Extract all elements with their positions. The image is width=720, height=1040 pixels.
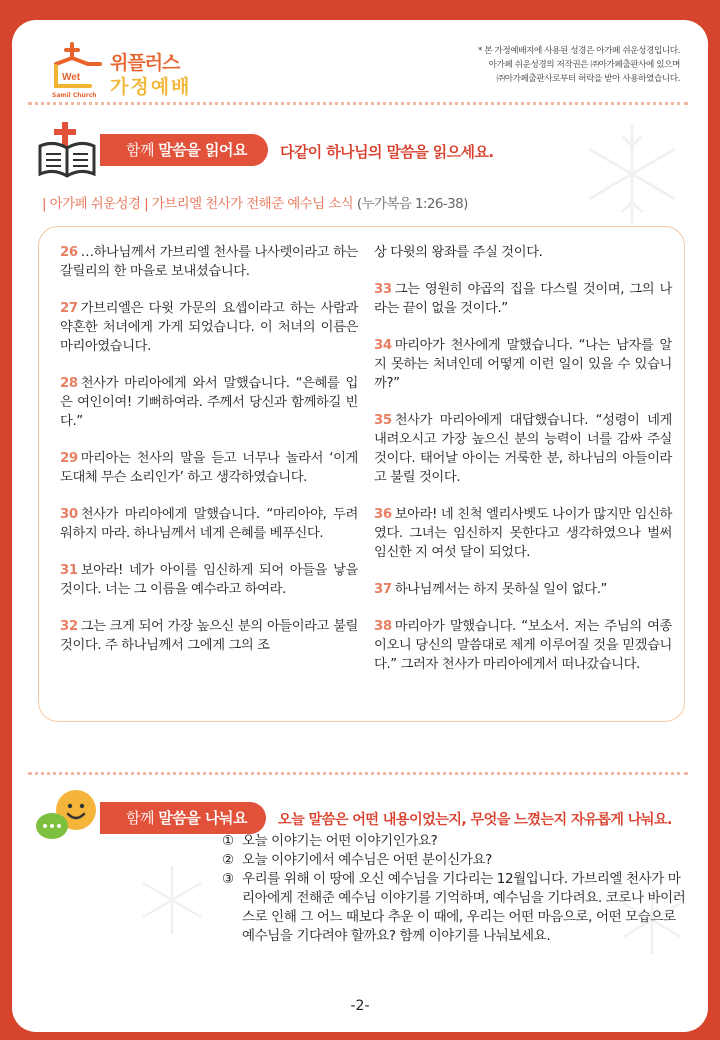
verse-number: 38 [374,619,392,634]
section-share-pill [100,802,266,834]
verse-text: 하나님께서는 하지 못하실 일이 없다.” [394,582,608,597]
question-item [222,870,692,946]
question-text: 우리를 위해 이 땅에 오신 예수님을 기다리는 12월입니다. 가브리엘 천사가 마리아에게 전해준 예수님 이야기를 기억하며, 예수님을 기다려요. 코로나 바이러스로 인해 그 어느 때보다 추운 이 때에, 우리는 어떤 마음으로, 어떤 모습으로 예수님을 기다려야 할까요? 함께 이야기를 나눠보세요. [242,871,686,944]
verse [60,374,358,431]
notice-line: * 본 가정예배지에 사용된 성경은 아가페 쉬운성경입니다. [478,46,680,56]
verse-text: 마리아가 천사에게 말했습니다. “나는 남자를 알지 못하는 처녀인데 어떻게 이런 일이 있을 수 있습니까?” [374,338,672,391]
page-number: -2- [350,998,370,1014]
verse-text: 마리아는 천사의 말을 듣고 너무나 놀라서 ‘이게 도대체 무슨 소리인가’ 하고 생각하였습니다. [60,451,358,485]
verse-text: …하나님께서 가브리엘 천사를 나사렛이라고 하는 갈릴리의 한 마을로 보내셨습니다. [60,245,358,279]
verse-text: 천사가 마리아에게 와서 말했습니다. “은혜를 입은 여인이여! 기뻐하여라. 주께서 당신과 함께하길 빈다.” [60,376,358,429]
verse-number: 33 [374,282,392,297]
verse [374,617,672,674]
question-number: ③ [222,871,234,887]
verse-text: 그는 영원히 야곱의 집을 다스릴 것이며, 그의 나라는 끝이 없을 것이다.” [374,282,672,316]
verse-text: 가브리엘은 다윗 가문의 요셉이라고 하는 사람과 약혼한 처녀에게 가게 되었습니다. 이 처녀의 이름은 마리아였습니다. [60,301,358,354]
reference-passage: (누가복음 1:26-38) [356,196,468,212]
scripture-box [38,226,685,722]
verse-number: 29 [60,451,78,466]
pill-prefix: 함께 [126,141,154,159]
question-text: 오늘 이야기에서 예수님은 어떤 분이신가요? [242,852,492,868]
verse-text: 천사가 마리아에게 대답했습니다. “성령이 네게 내려오시고 가장 높으신 분의 능력이 너를 감싸 주실 것이다. 태어날 아이는 거룩한 분, 하나님의 아들이라고 불릴 것이다. [374,413,672,485]
verse-number: 37 [374,582,392,597]
section-read-pill [100,134,268,166]
verse-number: 36 [374,507,392,522]
pill-prefix: 함께 [126,809,154,827]
bible-icon [36,120,100,180]
verse-number: 30 [60,507,78,522]
verse [374,411,672,487]
verse-number: 27 [60,301,78,316]
question-item [222,832,692,851]
logo-title: 위플러스 [110,52,180,74]
notice-line: 아가페 쉬운성경의 저작권은 ㈜아가페출판사에 있으며 [488,60,680,70]
logo-badge: Wet [62,72,81,83]
church-icon [50,42,108,98]
verse [60,617,358,655]
verse [60,505,358,543]
verse-number: 34 [374,338,392,353]
discussion-questions [222,832,692,946]
scripture-column-right [374,243,672,692]
section-share-tagline: 오늘 말씀은 어떤 내용이었는지, 무엇을 느꼈는지 자유롭게 나눠요. [278,812,672,828]
reference-title: | 아가페 쉬운성경 | 가브리엘 천사가 전해준 예수님 소식 [42,196,354,212]
copyright-notice [478,44,680,86]
question-text: 오늘 이야기는 어떤 이야기인가요? [242,833,438,849]
verse [374,280,672,318]
worship-page [12,20,708,1032]
logo [50,42,200,102]
verse [374,505,672,562]
section-read-tagline: 다같이 하나님의 말씀을 읽으세요. [280,143,494,161]
verse [374,336,672,393]
notice-line: ㈜아가페출판사로부터 허락을 받아 사용하였습니다. [496,74,680,84]
dotted-divider [28,102,688,105]
verse-text: 마리아가 말했습니다. “보소서. 저는 주님의 여종이오니 당신의 말씀대로 제게 이루어질 것을 믿겠습니다.” 그러자 천사가 마리아에게서 떠나갔습니다. [374,619,672,672]
chat-bubbles-icon [34,786,104,846]
verse-text: 그는 크게 되어 가장 높으신 분의 아들이라고 불릴 것이다. 주 하나님께서 그에게 그의 조 [60,619,358,653]
verse [60,243,358,281]
verse [60,299,358,356]
verse-text: 상 다윗의 왕좌를 주실 것이다. [374,245,543,260]
verse-number: 32 [60,619,78,634]
verse [374,580,672,599]
verse [60,449,358,487]
verse-number: 28 [60,376,78,391]
dotted-divider [28,772,688,775]
scripture-column-left [60,243,358,673]
scripture-reference [42,192,468,212]
verse-text: 천사가 마리아에게 말했습니다. “마리아야, 두려워하지 마라. 하나님께서 네게 은혜를 베푸신다. [60,507,358,541]
snowflake-icon [572,114,692,234]
verse-number: 31 [60,563,78,578]
verse-text: 보아라! 네가 아이를 임신하게 되어 아들을 낳을 것이다. 너는 그 이름을 예수라고 하여라. [60,563,358,597]
verse [60,561,358,599]
question-number: ② [222,852,234,868]
verse-text: 보아라! 네 친척 엘리사벳도 나이가 많지만 임신하였다. 그녀는 임신하지 못한다고 생각하였으나 벌써 임신한 지 여섯 달이 되었다. [374,507,672,560]
pill-strong: 말씀을 읽어요 [158,141,247,159]
pill-strong: 말씀을 나눠요 [158,809,247,827]
verse [374,243,672,262]
snowflake-icon [132,860,212,940]
verse-number: 35 [374,413,392,428]
question-number: ① [222,833,234,849]
logo-church-name: Samil Church [52,92,97,99]
question-item [222,851,692,870]
logo-subtitle: 가정예배 [110,76,192,98]
verse-number: 26 [60,245,78,260]
